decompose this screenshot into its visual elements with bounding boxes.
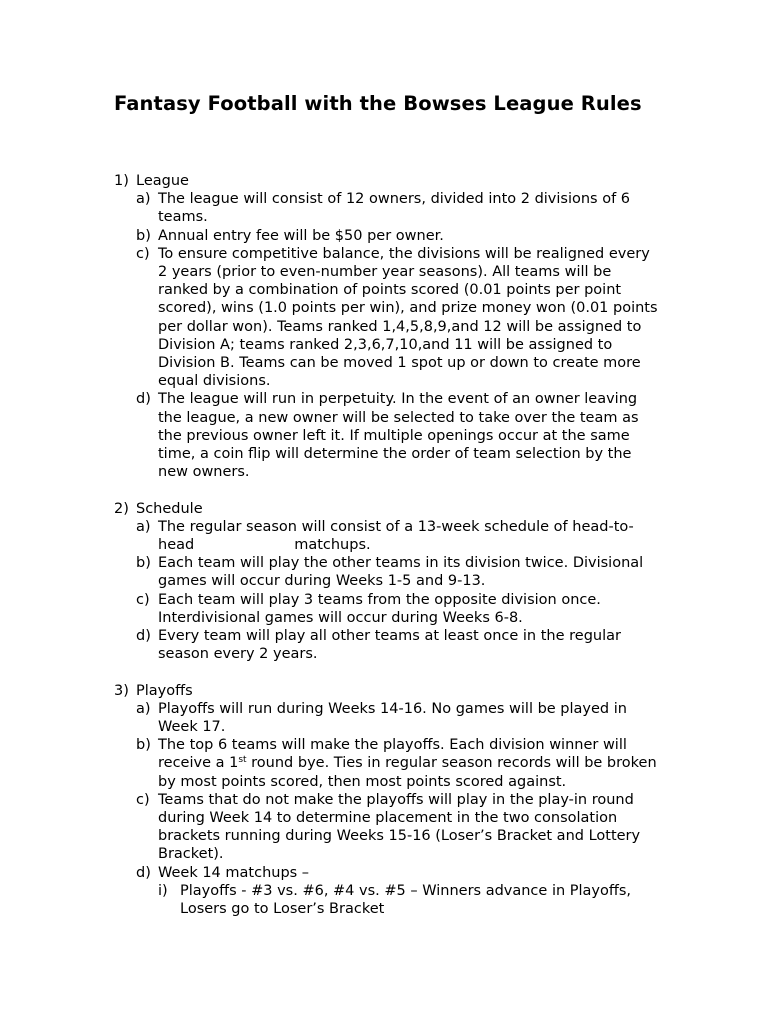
list-item: [136, 591, 662, 627]
section-heading: [114, 682, 662, 700]
item-letter: d): [136, 628, 151, 645]
list-item: [136, 554, 662, 590]
list-item: [136, 190, 662, 226]
item-text-part: The top 6 teams will make the playoffs. Each division winner will receive a 1: [158, 737, 627, 772]
section-heading: [114, 172, 662, 190]
ordinal-superscript: st: [238, 755, 247, 766]
sub-item-numeral: i): [158, 882, 168, 899]
section-heading: [114, 500, 662, 518]
item-letter: b): [136, 227, 151, 244]
item-letter: a): [136, 191, 151, 208]
item-text: [158, 518, 662, 554]
document-title: Fantasy Football with the Bowses League Rules: [114, 92, 642, 115]
item-text: To ensure competitive balance, the divisions will be realigned every 2 years (prior to even-number year seasons). All teams will be ranked by a combination of points scored (0.01 points per point scored), wins (1.0 points per win), and prize money won (0.01 points per dollar won). Teams ranked 1,4,5,8,9,and 12 will be assigned to Division A; teams ranked 2,3,6,7,10,and 11 will be assigned to Division B. Teams can be moved 1 spot up or down to create more equal divisions.: [158, 245, 658, 390]
item-text: Week 14 matchups –: [158, 864, 310, 881]
item-letter: c): [136, 245, 150, 262]
section-title: Playoffs: [136, 682, 193, 699]
section-schedule: [114, 500, 662, 664]
section-league: [114, 172, 662, 481]
list-item: [136, 518, 662, 554]
list-item: [136, 736, 662, 791]
item-text: Each team will play 3 teams from the opposite division once. Interdivisional games will occur during Weeks 6-8.: [158, 591, 601, 626]
item-text-part: matchups.: [294, 537, 371, 554]
item-letter: c): [136, 791, 150, 808]
item-text: Each team will play the other teams in its division twice. Divisional games will occur during Weeks 1-5 and 9-13.: [158, 555, 644, 590]
section-title: Schedule: [136, 500, 203, 517]
section-title: League: [136, 173, 189, 189]
section-playoffs: [114, 682, 662, 919]
item-text: Annual entry fee will be $50 per owner.: [158, 227, 444, 244]
item-text: The league will consist of 12 owners, divided into 2 divisions of 6 teams.: [158, 191, 631, 226]
item-text: Playoffs will run during Weeks 14-16. No games will be played in Week 17.: [158, 700, 627, 736]
item-letter: a): [136, 518, 151, 535]
item-letter: b): [136, 555, 151, 572]
sub-item-text: Playoffs - #3 vs. #6, #4 vs. #5 – Winners advance in Playoffs, Losers go to Loser’s Bracket: [180, 882, 632, 918]
list-item: [136, 245, 662, 391]
rules-body: [114, 172, 662, 936]
item-letter: d): [136, 864, 151, 881]
section-number: 2): [114, 500, 129, 517]
item-text: Every team will play all other teams at least once in the regular season every 2 years.: [158, 628, 621, 663]
list-item: [136, 700, 662, 736]
item-letter: b): [136, 737, 151, 754]
section-number: 1): [114, 173, 129, 189]
item-text: The league will run in perpetuity. In the event of an owner leaving the league, a new owner will be selected to take over the team as the previous owner left it. If multiple openings occur at the same time, a coin flip will determine the order of team selection by the new owners.: [158, 391, 639, 481]
item-letter: d): [136, 391, 151, 408]
sub-list-item: [158, 882, 662, 918]
item-text-part: round bye. Ties in regular season records will be broken by most points scored, then most points scored against.: [158, 755, 657, 790]
list-item: [136, 791, 662, 864]
list-item: [136, 390, 662, 481]
list-item: [136, 627, 662, 663]
item-text-part: The regular season will consist of a 13-week schedule of head-to-head: [158, 518, 634, 554]
list-item: [136, 227, 662, 245]
section-number: 3): [114, 682, 129, 699]
item-letter: c): [136, 591, 150, 608]
list-item: [136, 864, 662, 882]
item-text: [158, 736, 662, 791]
item-letter: a): [136, 700, 151, 717]
item-text: Teams that do not make the playoffs will play in the play-in round during Week 14 to determine placement in the two consolation brackets running during Weeks 15-16 (Loser’s Bracket and Lottery Bracket).: [158, 791, 641, 863]
